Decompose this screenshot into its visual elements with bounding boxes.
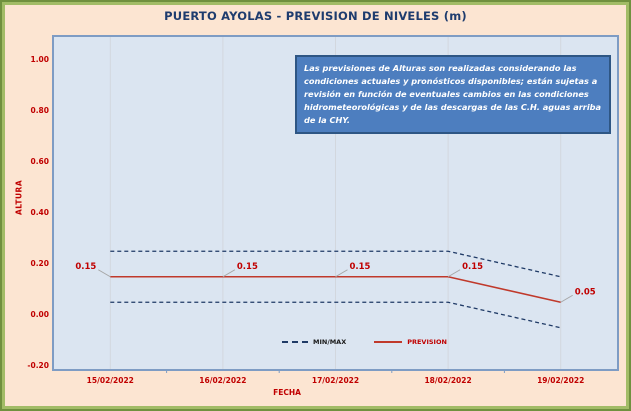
x-axis-title: FECHA <box>273 388 301 397</box>
x-tick-label: 16/02/2022 <box>199 376 247 385</box>
label-leader <box>561 295 573 302</box>
label-leader <box>336 270 348 277</box>
label-leader <box>448 270 460 277</box>
x-tick-label: 18/02/2022 <box>424 376 472 385</box>
label-leader <box>98 270 110 277</box>
data-label: 0.15 <box>236 261 258 272</box>
data-label: 0.05 <box>574 287 596 298</box>
y-tick-label: 0.80 <box>30 106 49 115</box>
y-tick-label: 0.60 <box>30 157 49 166</box>
y-tick-label: 0.40 <box>30 208 49 217</box>
y-tick-label: -0.20 <box>27 361 49 370</box>
legend-label-minmax: MIN/MAX <box>313 338 347 346</box>
x-tick-label: 15/02/2022 <box>86 376 134 385</box>
y-axis-title: ALTURA <box>14 179 24 215</box>
data-label: 0.15 <box>349 261 371 272</box>
minmax-dashed-line-swatch <box>282 341 308 343</box>
legend-item-prevision <box>374 338 447 346</box>
data-label: 0.15 <box>462 261 484 272</box>
y-tick-label: 1.00 <box>30 55 49 64</box>
prevision-solid-line-swatch <box>374 341 402 343</box>
y-tick-label: 0.00 <box>30 310 49 319</box>
y-tick-label: 0.20 <box>30 259 49 268</box>
data-label: 0.15 <box>75 261 97 272</box>
legend <box>282 338 447 346</box>
label-leader <box>223 270 235 277</box>
legend-item-minmax <box>282 338 346 346</box>
forecast-disclaimer-note: Las previsiones de Alturas son realizadas considerando las condiciones actuales y pronósticos disponibles; están sujetas a revisión en función de eventuales cambios en las condiciones hidrometeorológicas y de las descargas de las C.H. aguas arriba de la CHY. <box>295 55 611 134</box>
x-tick-label: 17/02/2022 <box>311 376 360 385</box>
x-tick-label: 19/02/2022 <box>537 376 585 385</box>
legend-label-prevision: PREVISION <box>407 338 447 346</box>
chart-title: PUERTO AYOLAS - PREVISION DE NIVELES (m) <box>164 9 467 23</box>
